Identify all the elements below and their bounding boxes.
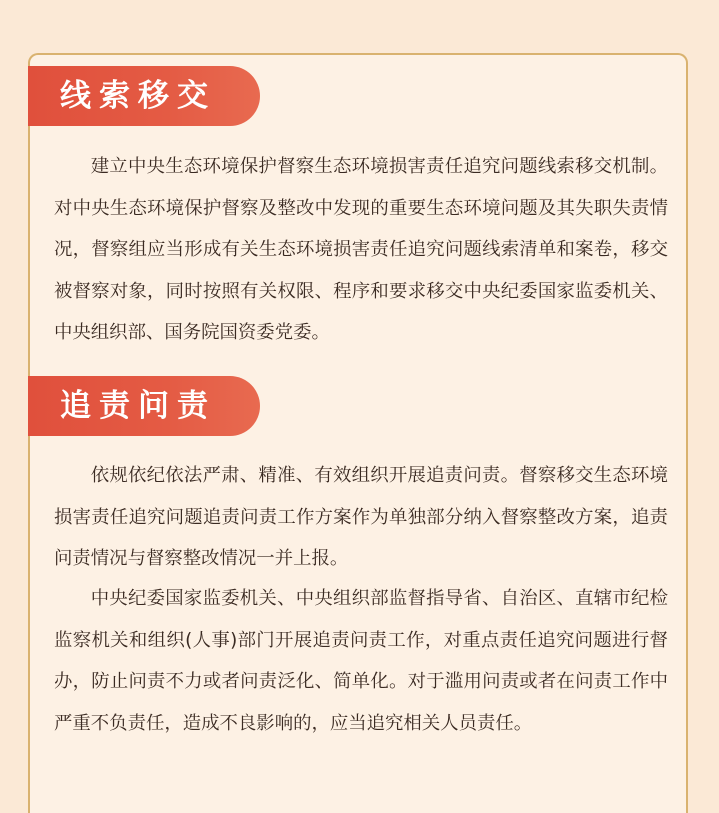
paragraph-accountability-2: 中央纪委国家监委机关、中央组织部监督指导省、自治区、直辖市纪检监察机关和组织(人事)部门开展追责问责工作，对重点责任追究问题进行督办，防止问责不力或者问责泛化、简单化。对于滥用问责或者在问责工作中严重不负责任，造成不良影响的，应当追究相关人员责任。: [54, 588, 668, 734]
section-header-clue-transfer: [28, 66, 260, 126]
paragraph-accountability-1: 依规依纪依法严肃、精准、有效组织开展追责问责。督察移交生态环境损害责任追究问题追责问责工作方案作为单独部分纳入督察整改方案，追责问责情况与督察整改情况一并上报。: [54, 465, 668, 569]
section-title: 追责问责: [60, 387, 216, 424]
paragraph-clue-transfer: 建立中央生态环境保护督察生态环境损害责任追究问题线索移交机制。对中央生态环境保护督察及整改中发现的重要生态环境问题及其失职失责情况，督察组应当形成有关生态环境损害责任追究问题线索清单和案卷，移交被督察对象，同时按照有关权限、程序和要求移交中央纪委国家监委机关、中央组织部、国务院国资委党委。: [54, 156, 668, 343]
section-title: 线索移交: [60, 77, 216, 114]
section-header-accountability: [28, 376, 260, 436]
